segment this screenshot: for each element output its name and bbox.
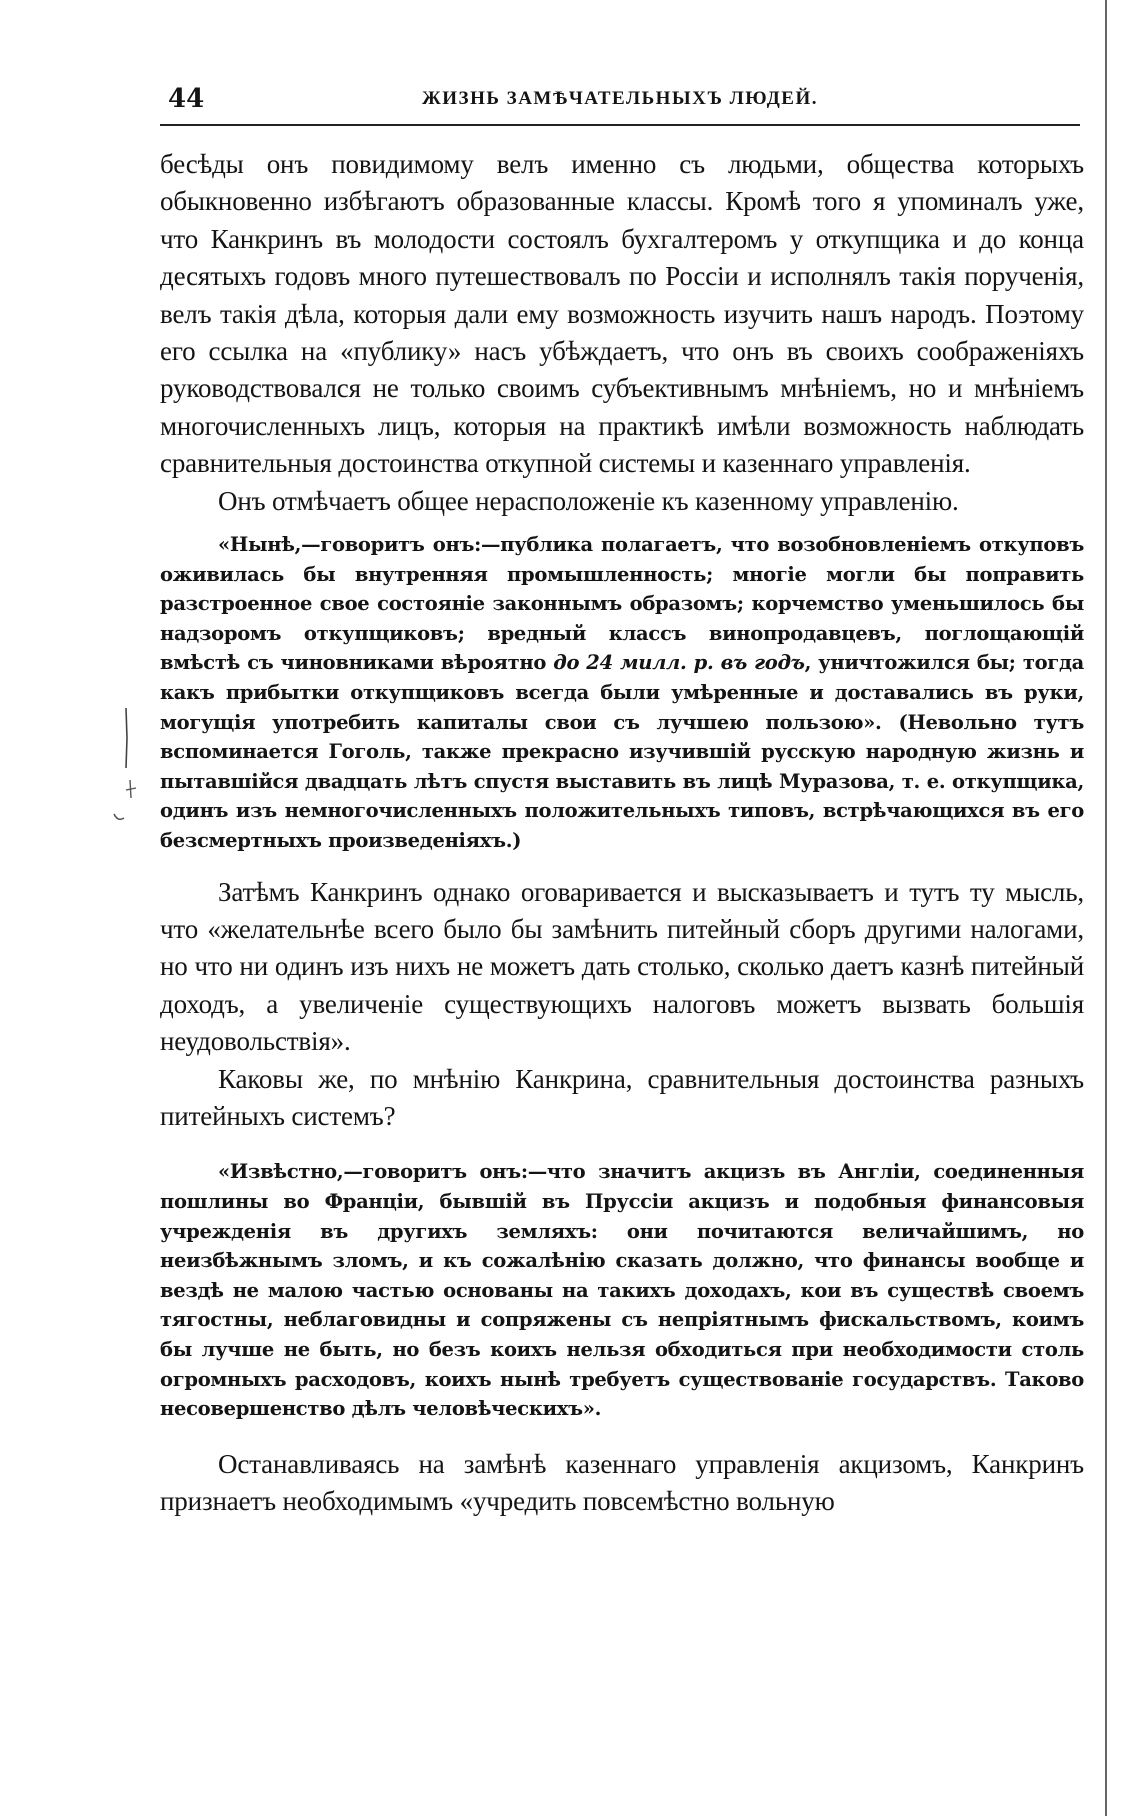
paragraph-2: Онъ отмѣчаетъ общее нерасположеніе къ казенному управленію.	[218, 485, 959, 516]
page-header	[160, 84, 1080, 126]
running-title: ЖИЗНЬ ЗАМѢЧАТЕЛЬНЫХЪ ЛЮДЕЙ.	[421, 88, 819, 109]
paragraph-5: Останавливаясь на замѣнѣ казеннаго управленія акцизомъ, Канкринъ признаетъ необходимымъ «учредить повсемѣстно вольную	[160, 1448, 1084, 1517]
quotation-2: «Извѣстно,—говоритъ онъ:—что значитъ акцизъ въ Англіи, соединенныя пошлины во Франціи, бывшій въ Пруссіи акцизъ и подобныя финансовыя учрежденія въ другихъ земляхъ: они почитаются величайшимъ, но неизбѣжнымъ зломъ, и къ сожалѣнію сказать должно, что финансы вообще и вездѣ не малою частью основаны на такихъ доходахъ, кои въ существѣ своемъ тягостны, неблаговидны и сопряжены съ непріятнымъ фискальствомъ, коимъ бы лучше не быть, но безъ коихъ нельзя обходиться при необходимости столь огромныхъ расходовъ, коихъ нынѣ требуетъ существованіе государствъ. Таково несовершенство дѣлъ человѣческихъ».	[160, 1160, 1084, 1421]
paragraph-4: Каковы же, по мнѣнію Канкрина, сравнительныя достоинства разныхъ питейныхъ системъ?	[160, 1063, 1084, 1132]
paragraph-3: Затѣмъ Канкринъ однако оговаривается и высказываетъ и тутъ ту мысль, что «желательнѣе всего было бы замѣнить питейный сборъ другими налогами, но что ни одинъ изъ нихъ не можетъ дать столько, сколько даетъ казнѣ питейный доходъ, а увеличеніе существующихъ налоговъ можетъ вызвать большія неудовольствія».	[160, 876, 1084, 1057]
page-edge-line	[1102, 0, 1110, 1816]
quotation-1-part-b: , уничтожился бы; тогда какъ прибытки откупщиковъ всегда были умѣренные и доставались въ руки, могущія употребить капиталы свои съ лучшею пользою». (Невольно тутъ вспоминается Гоголь, также прекрасно изучившій русскую народную жизнь и пытавшійся двадцать лѣтъ спустя выставить въ лицѣ Муразова, т. е. откупщика, одинъ изъ немногочисленныхъ положительныхъ типовъ, встрѣчающихся въ его безсмертныхъ произведеніяхъ.)	[160, 651, 1084, 852]
quotation-1-part-a: «Нынѣ,—говоритъ онъ:—публика полагаетъ, что возобновленіемъ откуповъ оживилась бы внутренняя промышленность; многіе могли бы поправить разстроенное свое состояніе законнымъ образомъ; корчемство уменьшилось бы надзоромъ откупщиковъ; вредный классъ винопродавцевъ, поглощающій вмѣстѣ съ чиновниками вѣроятно	[160, 533, 1084, 675]
page-number: 44	[168, 84, 205, 114]
paragraph-1: бесѣды онъ повидимому велъ именно съ людьми, общества которыхъ обыкновенно избѣгаютъ образованные классы. Кромѣ того я упоминалъ уже, что Канкринъ въ молодости состоялъ бухгалтеромъ у откупщика и до конца десятыхъ годовъ много путешествовалъ по Россіи и исполнялъ такія порученія, велъ такія дѣла, которыя дали ему возможность изучить нашъ народъ. Поэтому его ссылка на «публику» насъ убѣждаетъ, что онъ въ своихъ соображеніяхъ руководствовался не только своимъ субъективнымъ мнѣніемъ, но и мнѣніемъ многочисленныхъ лицъ, которыя на практикѣ имѣли возможность наблюдать сравнительныя достоинства откупной системы и казеннаго управленія.	[160, 149, 1084, 479]
quotation-1-italic: до 24 милл. р. въ годъ	[553, 651, 805, 675]
quotation-1	[160, 530, 1084, 856]
page-text	[160, 146, 1084, 1521]
margin-pencil-mark	[112, 706, 152, 826]
